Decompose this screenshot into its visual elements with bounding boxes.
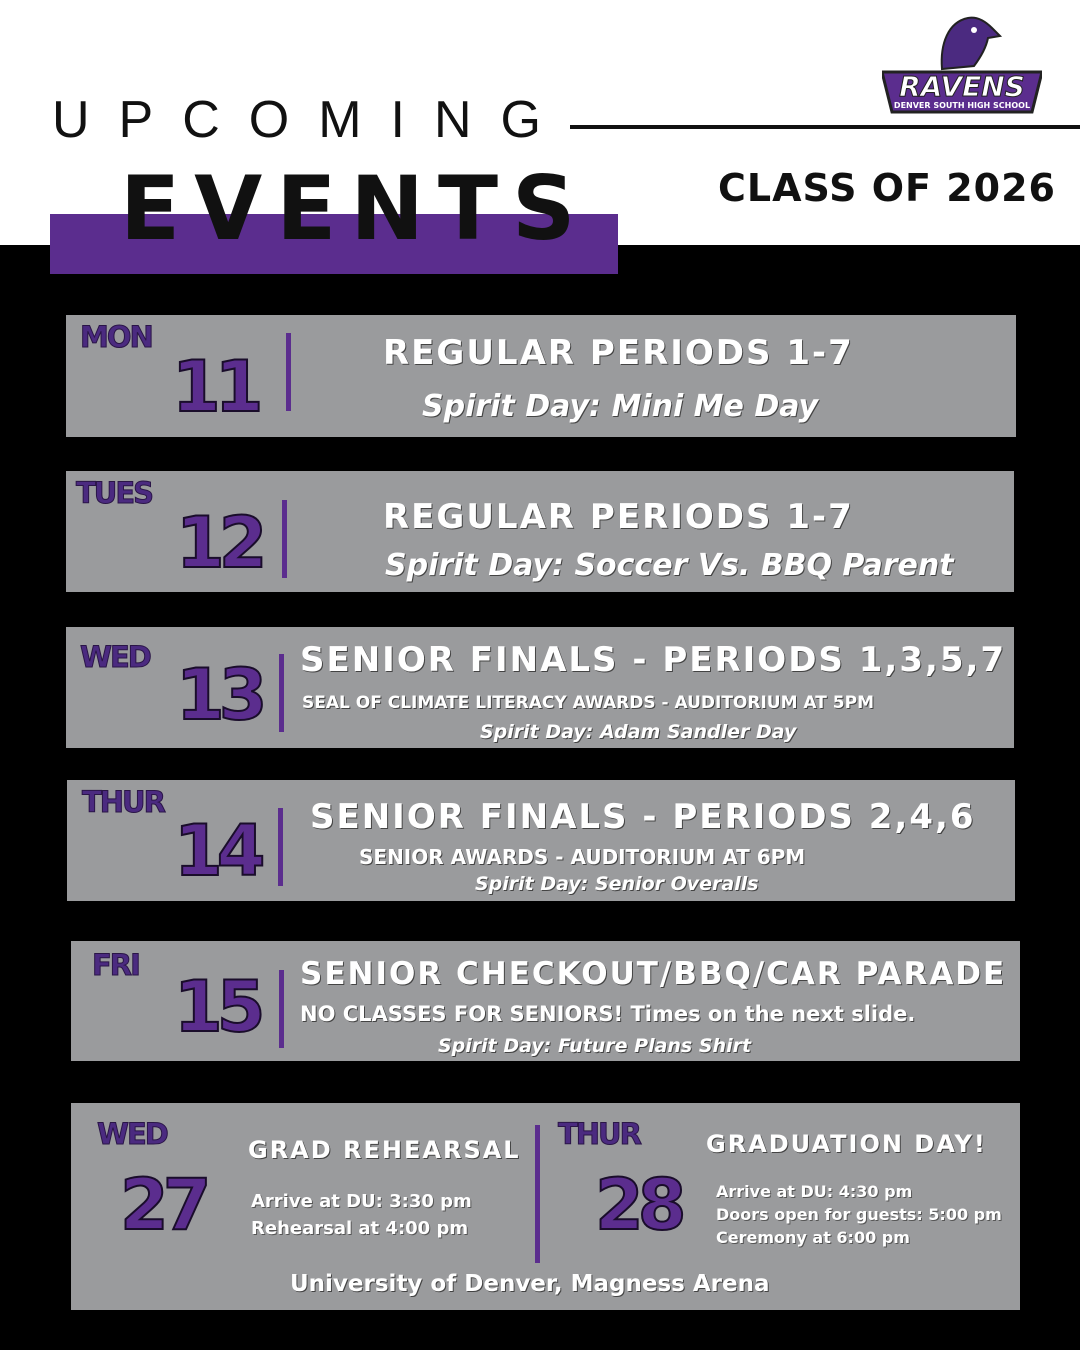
day-number: 14: [174, 810, 260, 892]
day-number: 12: [176, 502, 262, 584]
spirit-day: Spirit Day: Soccer Vs. BBQ Parent: [385, 548, 954, 583]
grad-day-number: 27: [120, 1164, 206, 1246]
grad-location: University of Denver, Magness Arena: [290, 1271, 770, 1297]
grad-rehearsal-title: GRAD REHEARSAL: [248, 1136, 521, 1164]
grad-day-of-week: WED: [97, 1117, 167, 1151]
logo-wordmark: RAVENS: [899, 70, 1025, 103]
grad-rehearsal-details: Arrive at DU: 3:30 pm Rehearsal at 4:00 pm: [251, 1191, 472, 1239]
grad-day-number: 28: [595, 1164, 681, 1246]
graduation-day-title: GRADUATION DAY!: [706, 1130, 987, 1158]
spirit-day: Spirit Day: Adam Sandler Day: [480, 721, 797, 743]
event-title: SENIOR FINALS - PERIODS 1,3,5,7: [300, 640, 1007, 680]
upcoming-heading: UPCOMING: [52, 91, 570, 149]
grad-divider: [535, 1125, 540, 1263]
divider: [279, 970, 284, 1048]
event-title: REGULAR PERIODS 1-7: [383, 333, 854, 373]
event-subtitle: SEAL OF CLIMATE LITERACY AWARDS - AUDITORIUM AT 5PM: [302, 693, 874, 713]
day-number: 11: [172, 346, 258, 428]
day-number: 13: [176, 654, 262, 736]
divider: [282, 500, 287, 578]
raven-mascot-icon: [882, 14, 1042, 116]
day-of-week: THUR: [82, 785, 164, 819]
grad-day-of-week: THUR: [558, 1117, 640, 1151]
header-rule: [570, 125, 1080, 129]
event-title: REGULAR PERIODS 1-7: [383, 497, 854, 537]
event-subtitle: SENIOR AWARDS - AUDITORIUM AT 6PM: [359, 845, 806, 869]
spirit-day: Spirit Day: Future Plans Shirt: [438, 1035, 752, 1057]
class-of-label: CLASS OF 2026: [717, 166, 1056, 210]
day-of-week: MON: [80, 320, 152, 354]
graduation-day-details: Arrive at DU: 4:30 pm Doors open for guests: 5:00 pm Ceremony at 6:00 pm: [716, 1182, 1002, 1247]
day-of-week: FRI: [92, 948, 139, 982]
day-of-week: WED: [80, 640, 150, 674]
divider: [279, 654, 284, 732]
logo-school: DENVER SOUTH HIGH SCHOOL: [893, 101, 1031, 110]
day-number: 15: [174, 966, 260, 1048]
day-of-week: TUES: [76, 476, 153, 510]
divider: [278, 808, 283, 886]
event-title: SENIOR FINALS - PERIODS 2,4,6: [310, 797, 976, 837]
divider: [286, 333, 291, 411]
spirit-day: Spirit Day: Mini Me Day: [422, 389, 819, 424]
events-heading: EVENTS: [120, 157, 590, 260]
event-subtitle: NO CLASSES FOR SENIORS! Times on the next slide.: [300, 1002, 916, 1026]
spirit-day: Spirit Day: Senior Overalls: [475, 873, 759, 895]
event-title: SENIOR CHECKOUT/BBQ/CAR PARADE: [300, 956, 1007, 992]
